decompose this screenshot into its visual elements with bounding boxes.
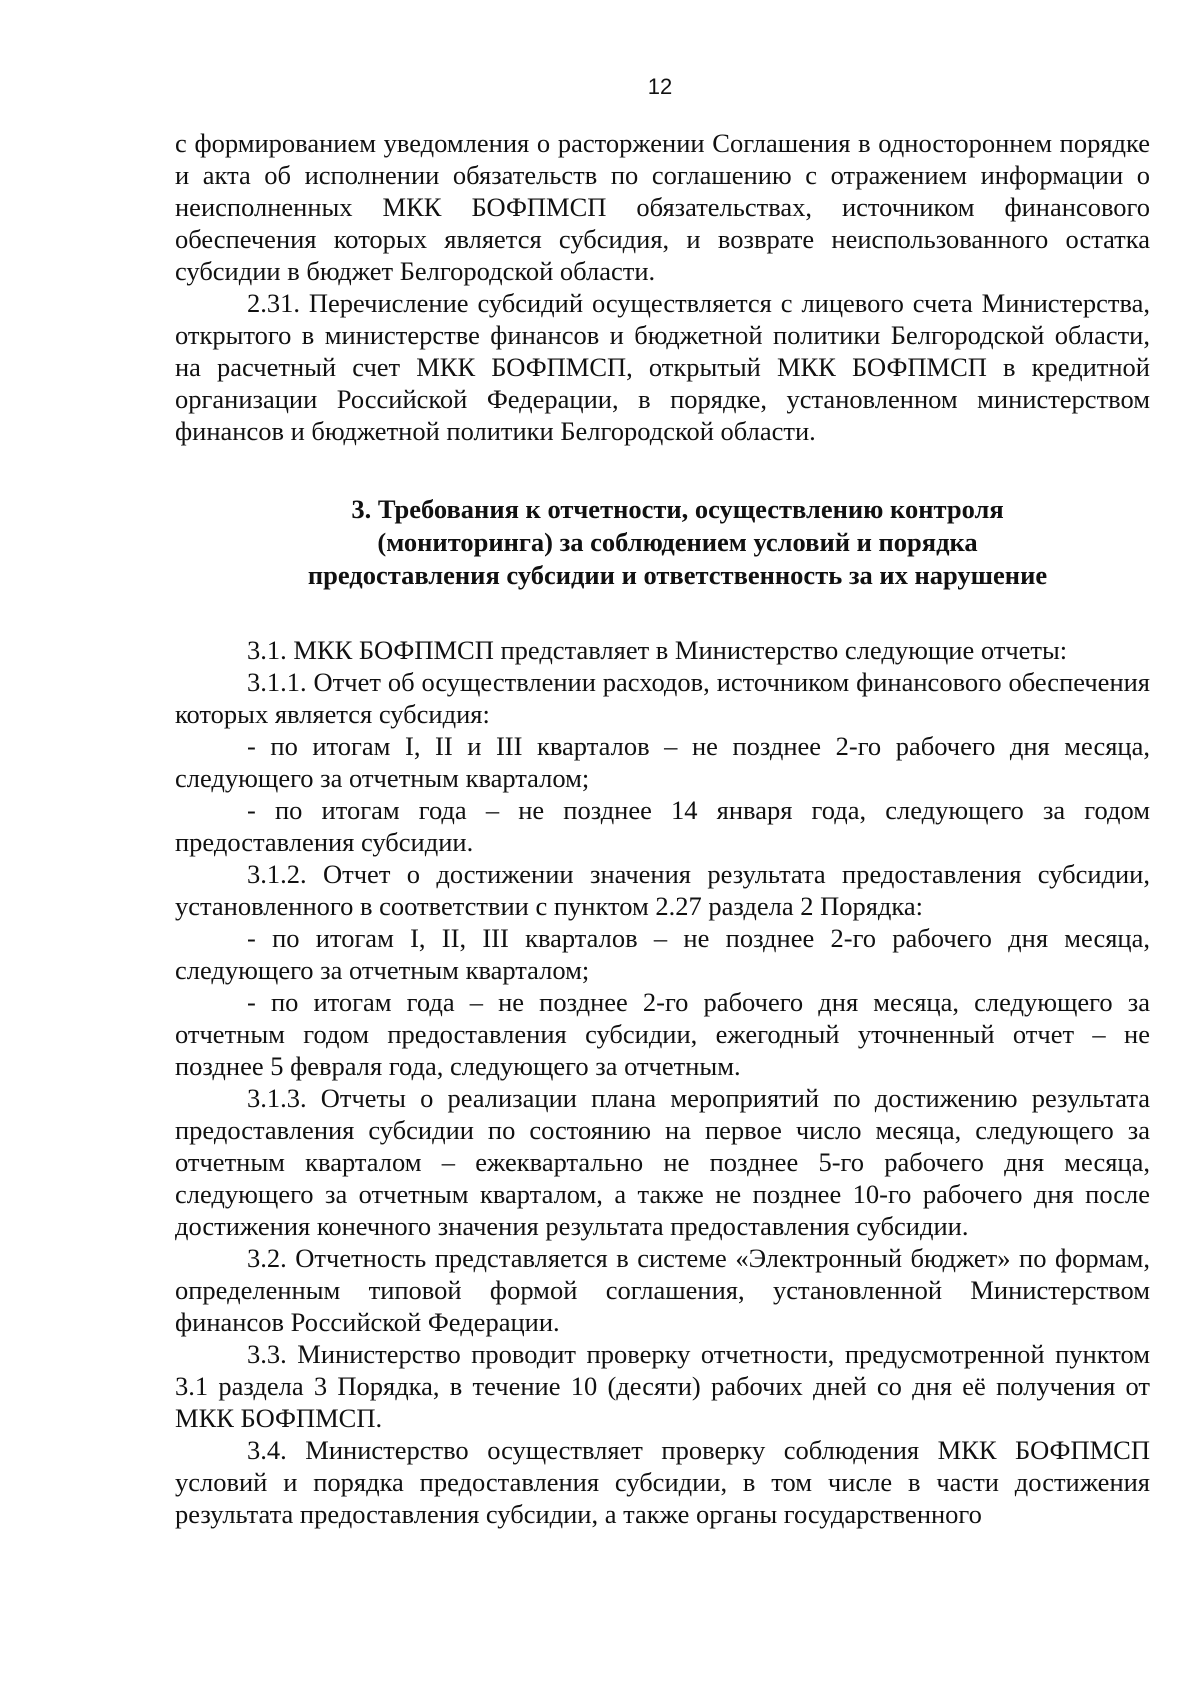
paragraph: с формированием уведомления о расторжении Соглашения в одностороннем порядке и акта об исполнении обязательств по соглашению с отражением информации о неисполненных МКК БОФПМСП обязательствах, источником финансового обеспечения которых является субсидия, и возврате неиспользованного остатка субсидии в бюджет Белгородской области. <box>175 128 1150 286</box>
paragraph: 3.1.3. Отчеты о реализации плана мероприятий по достижению результата предоставления субсидии по состоянию на первое число месяца, следующего за отчетным кварталом – ежеквартально не позднее 5-го рабочего дня месяца, следующего за отчетным кварталом, а также не позднее 10-го рабочего дня после достижения конечного значения результата предоставления субсидии. <box>175 1083 1150 1241</box>
paragraph: 3.1. МКК БОФПМСП представляет в Министерство следующие отчеты: <box>247 635 1068 665</box>
section-heading-line: (мониторинга) за соблюдением условий и порядка <box>377 527 978 557</box>
section-heading <box>175 493 1150 592</box>
list-item: - по итогам года – не позднее 14 января года, следующего за годом предоставления субсидии. <box>175 795 1150 857</box>
paragraph: 3.1.1. Отчет об осуществлении расходов, источником финансового обеспечения которых является субсидия: <box>175 667 1150 729</box>
paragraph: 3.3. Министерство проводит проверку отчетности, предусмотренной пунктом 3.1 раздела 3 Порядка, в течение 10 (десяти) рабочих дней со дня её получения от МКК БОФПМСП. <box>175 1339 1150 1433</box>
paragraph: 3.4. Министерство осуществляет проверку соблюдения МКК БОФПМСП условий и порядка предоставления субсидии, в том числе в части достижения результата предоставления субсидии, а также органы государственного <box>175 1435 1150 1529</box>
page-number: 12 <box>647 74 673 99</box>
document-body <box>175 127 1150 1530</box>
list-item: - по итогам года – не позднее 2-го рабочего дня месяца, следующего за отчетным годом предоставления субсидии, ежегодный уточненный отчет – не позднее 5 февраля года, следующего за отчетным. <box>175 987 1150 1081</box>
list-item: - по итогам I, II и III кварталов – не позднее 2-го рабочего дня месяца, следующего за отчетным кварталом; <box>175 731 1150 793</box>
paragraph: 3.2. Отчетность представляется в системе «Электронный бюджет» по формам, определенным типовой формой соглашения, установленной Министерством финансов Российской Федерации. <box>175 1243 1150 1337</box>
section-heading-line: предоставления субсидии и ответственность за их нарушение <box>307 560 1048 590</box>
section-heading-line: 3. Требования к отчетности, осуществлению контроля <box>351 494 1004 524</box>
paragraph: 2.31. Перечисление субсидий осуществляется с лицевого счета Министерства, открытого в министерстве финансов и бюджетной политики Белгородской области, на расчетный счет МКК БОФПМСП, открытый МКК БОФПМСП в кредитной организации Российской Федерации, в порядке, установленном министерством финансов и бюджетной политики Белгородской области. <box>175 288 1150 446</box>
paragraph: 3.1.2. Отчет о достижении значения результата предоставления субсидии, установленного в соответствии с пунктом 2.27 раздела 2 Порядка: <box>175 859 1150 921</box>
list-item: - по итогам I, II, III кварталов – не позднее 2-го рабочего дня месяца, следующего за отчетным кварталом; <box>175 923 1150 985</box>
